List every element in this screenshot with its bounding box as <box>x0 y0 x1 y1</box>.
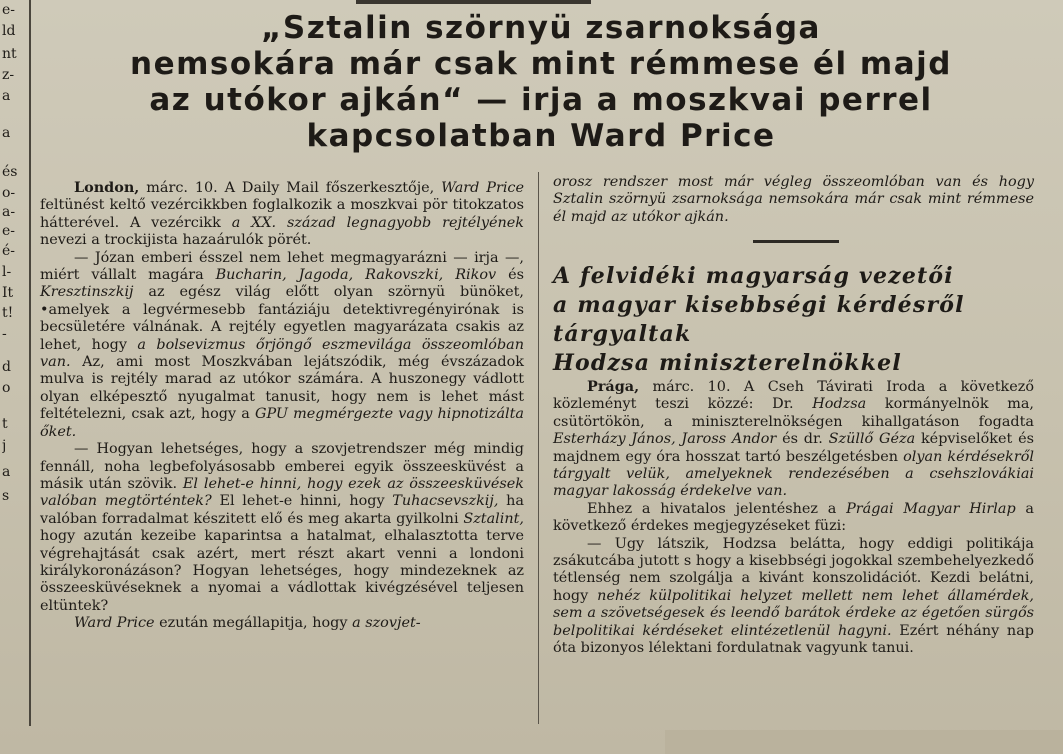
fragment-text: a- <box>2 204 16 220</box>
article-paragraph <box>553 501 1034 536</box>
paragraph-text: El lehet-e hinni, hogy <box>211 493 393 510</box>
article-paragraph <box>553 536 1034 658</box>
paragraph-text: A Cseh Távirati Iroda a következő közleményt teszi közzé: Dr. <box>553 379 1034 413</box>
paragraph-text: ezután megállapitja, hogy <box>154 615 353 632</box>
fragment-text: s <box>2 488 10 504</box>
fragment-text: ld <box>2 23 16 39</box>
paragraph-text: A Daily Mail főszerkesztője, <box>217 180 442 196</box>
person-name: Hodzsa <box>812 396 867 413</box>
paragraph-text: — Hogyan lehetséges, hogy a szovjetrendszer még mindig fennáll, noha legbefolyásosabb emberei egyik összeesküvést a másik után szövik. <box>40 441 524 492</box>
subhead-line: tárgyaltak <box>553 321 692 347</box>
article-paragraph <box>40 441 524 615</box>
headline-line: az utókor ajkán“ — irja a moszkvai perrel <box>149 82 933 118</box>
article-felvidek-headline <box>553 262 1023 378</box>
headline-line: nemsokára már csak mint rémmese él majd <box>130 46 952 82</box>
left-column-rule <box>29 0 31 726</box>
fragment-text: a <box>2 464 11 480</box>
fragment-text: j <box>2 438 7 454</box>
headline-line: „Sztalin szörnyü zsarnoksága <box>261 10 821 46</box>
fragment-text: d <box>2 359 11 375</box>
emphasis-text: a bolsevizmus őrjöngő eszmevilága összeomlóban van. <box>40 336 524 371</box>
fragment-text: e- <box>2 2 16 18</box>
person-name: Ward Price <box>74 615 155 632</box>
person-name: Kresztinszkij <box>40 284 134 301</box>
subhead-line: a magyar kisebbségi kérdésről <box>553 292 965 318</box>
fragment-text: a <box>2 125 11 141</box>
paragraph-text: hogy azután kezeibe kaparintsa a hatalmat, elhalasztotta terve végrehajtását csak azért, mert részt akart venni a londoni királykoronázáson? Hogyan lehetséges, hogy mindezeknek az összeesküvéseknek a nyomai a vádlottak kivégzésével teljesen eltüntek? <box>40 528 524 614</box>
dateline-date: márc. 10. <box>639 379 731 395</box>
fragment-text: a <box>2 88 11 104</box>
subhead-line: A felvidéki magyarság vezetői <box>553 263 954 289</box>
top-border-bar <box>356 0 591 4</box>
fragment-text: t! <box>2 305 14 321</box>
article-continuation <box>553 174 1034 226</box>
emphasis-text: a szovjet- <box>352 615 421 632</box>
fragment-text: It <box>2 285 14 301</box>
article-paragraph <box>40 615 524 632</box>
paragraph-text: képviselőket és majdnem egy óra hosszat tartó beszélgetésben <box>553 431 1035 465</box>
paragraph-text: Ezért néhány nap óta bizonyos lélektani fordulatnak vagyunk tanui. <box>553 622 1034 657</box>
article-paragraph <box>40 250 524 441</box>
fragment-text: t <box>2 416 8 432</box>
paragraph-text: nevezi a trockijista hazaárulók pörét. <box>40 232 312 249</box>
person-name: Tuhacsevszkij, <box>392 493 499 510</box>
headline-line: kapcsolatban Ward Price <box>306 118 776 154</box>
article-paragraph <box>553 378 1034 501</box>
article-paragraph <box>40 179 524 250</box>
paragraph-text: és <box>496 267 524 284</box>
paragraph-text: kormányelnök ma, csütörtökön, a miniszterelnökségen kihallgatáson fogadta <box>553 396 1035 430</box>
fragment-text: e- <box>2 223 16 239</box>
emphasis-text: a XX. század legnagyobb rejtélyének <box>231 214 524 231</box>
paragraph-text: — Ugy látszik, Hodzsa belátta, hogy eddigi politikája zsákutcába jutott s hogy a kisebbségi jogokkal szembehelyezkedő tétlenség nem szolgálja a kivánt konszolidációt. Kezdi belátni, hogy <box>553 535 1034 604</box>
fragment-text: z- <box>2 67 15 83</box>
left-column-fragments <box>0 2 26 722</box>
main-headline <box>40 10 1042 154</box>
fragment-text: é- <box>2 243 16 259</box>
paragraph-text: Ehhez a hivatalos jelentéshez a <box>587 500 847 517</box>
person-name: Ward Price <box>441 180 525 196</box>
next-page-edge <box>665 730 1063 754</box>
subhead-line: Hodzsa miniszterelnökkel <box>553 350 902 376</box>
emphasis-text: GPU megmérgezte vagy hipnotizálta őket. <box>40 406 524 440</box>
continuation-text: orosz rendszer most már végleg összeomlóban van és hogy Sztalin szörnyü zsarnoksága nemsokára már csak mint rémmese él majd az utókor ajkán. <box>553 174 1034 225</box>
fragment-text: és <box>2 164 18 180</box>
person-name: Szüllő Géza <box>828 431 916 448</box>
person-names: Bucharin, Jagoda, Rakovszki, Rikov <box>215 267 497 284</box>
fragment-text: nt <box>2 46 17 62</box>
fragment-text: o <box>2 380 11 396</box>
paragraph-text: Az, ami most Moszkvában lejátszódik, még évszázadok mulva is rejtély marad az utókor számára. A huszonegy vádlott olyan elképesztő nyugalmat tanusit, hogy nem is lehet mást feltételezni, csak azt, hogy a <box>40 354 524 423</box>
fragment-text: o- <box>2 185 16 201</box>
fragment-text: - <box>2 326 7 342</box>
dateline-place: London, <box>74 179 140 196</box>
person-names: Esterházy János, Jaross Andor <box>553 431 777 448</box>
newspaper-name: Prágai Magyar Hirlap <box>846 500 1016 517</box>
emphasis-text: nehéz külpolitikai helyzet mellett nem lehet államérdek, sem a szövetségesek és leendő barátok érdeke az égetően sürgős belpolitikai kérdéseket elintézetlenül hagyni. <box>553 587 1034 639</box>
fragment-text: l- <box>2 264 12 280</box>
person-name: Sztalint, <box>463 510 524 527</box>
paragraph-text: az egész világ előtt olyan szörnyü bünöket, •amelyek a legvérmesebb fantáziáju detektivregényirónak is becsületére válnának. A rejtély egyetlen magyarázata csakis az lehet, hogy <box>40 284 524 353</box>
dateline-place: Prága, <box>587 378 640 395</box>
paragraph-text: feltünést keltő vezércikkben foglalkozik a moszkvai pör titokzatos hátterével. A vezércikk <box>40 197 524 231</box>
paragraph-text: a következő érdekes megjegyzéseket füzi: <box>553 500 1035 535</box>
emphasis-text: El lehet-e hinni, hogy ezek az összeesküvések valóban megtörténtek? <box>40 475 524 510</box>
article-felvidek-body <box>553 378 1034 658</box>
column-divider <box>538 172 539 724</box>
paragraph-text: ha valóban forradalmat készitett elő és meg akarta gyilkolni <box>40 493 524 527</box>
paragraph-text: és dr. <box>776 431 829 448</box>
emphasis-text: olyan kérdésekről tárgyalt velük, amelyeknek rendezésében a csehszlovákiai magyar lakosság érdekelve van. <box>553 448 1034 500</box>
article-ward-price-column <box>40 179 524 633</box>
paragraph-text: — Józan emberi ésszel nem lehet megmagyarázni — irja —, miért vállalt magára <box>40 249 524 284</box>
article-separator-rule <box>753 240 839 243</box>
dateline-date: márc. 10. <box>139 180 218 196</box>
